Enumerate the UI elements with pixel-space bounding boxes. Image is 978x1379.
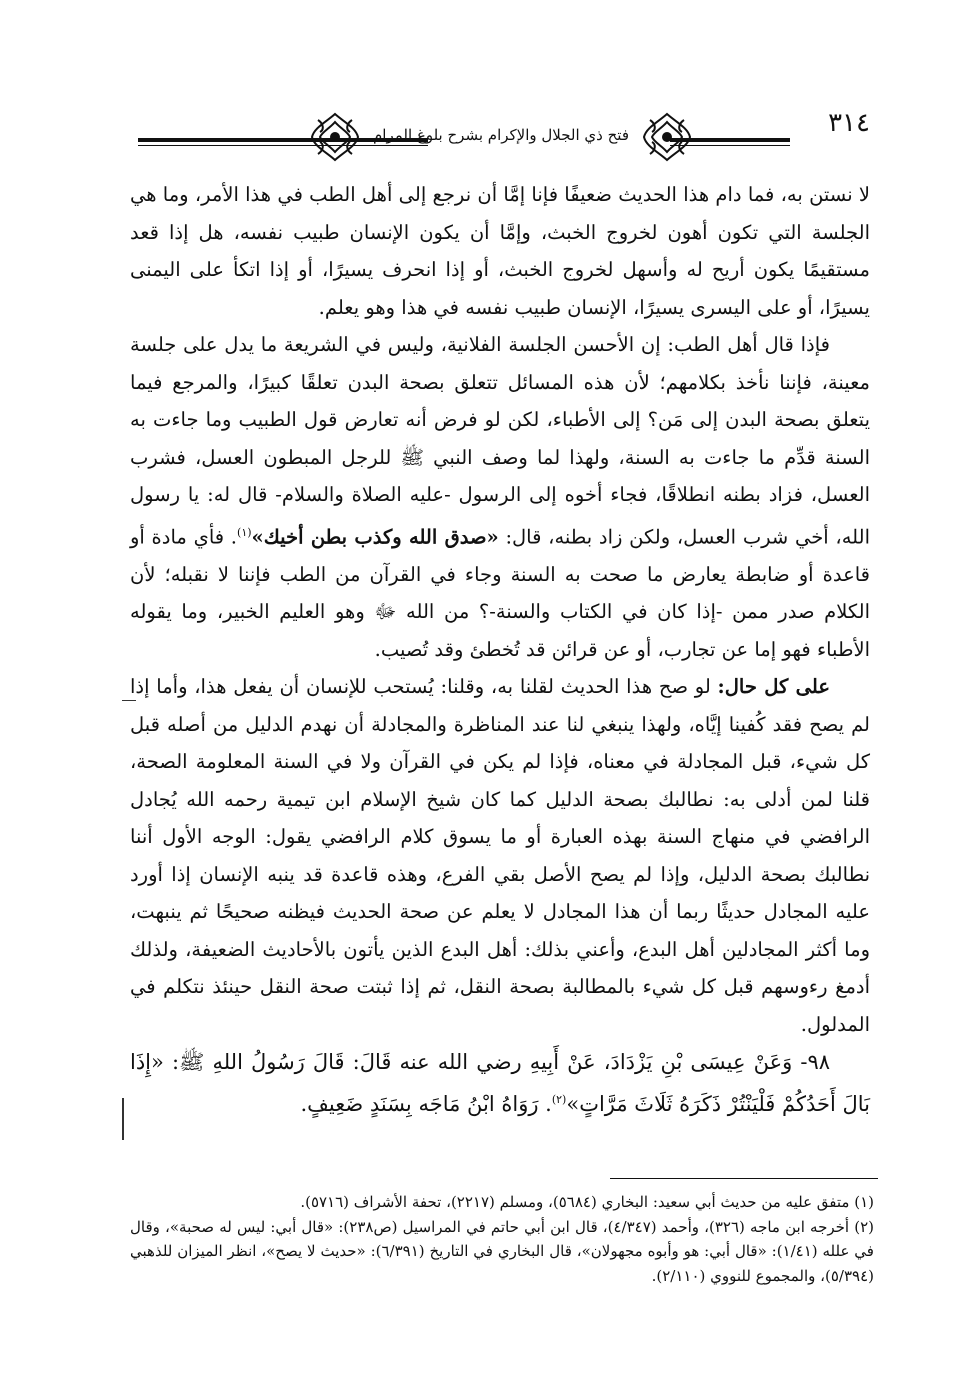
hadith-entry xyxy=(130,1043,870,1123)
margin-mark xyxy=(122,1098,124,1140)
hadith-source: . رَوَاهُ ابْنُ مَاجَه بِسَنَدٍ ضَعِيفٍ. xyxy=(300,1092,552,1116)
page-header xyxy=(120,108,880,168)
hadith-text: ٩٨- وَعَنْ عِيسَى بْنِ يَزْدَادَ، عَنْ أَبِيهِ رضي الله عنه قَالَ: قَالَ رَسُولُ اللهِ ﷺ: «إِذَا بَالَ أَحَدُكُمْ فَلْيَنْتُرْ ذَكَرَهُ ثَلَاثَ مَرَّاتٍ» xyxy=(130,1050,870,1116)
hadith-quote: «صدق الله وكذب بطن أخيك» xyxy=(251,525,499,548)
footnote-ref[interactable]: (١) xyxy=(237,525,252,539)
footnotes xyxy=(130,1190,874,1288)
ornament-icon xyxy=(640,110,694,164)
paragraph-text: لو صح هذا الحديث لقلنا به، وقلنا: يُستحب للإنسان أن يفعل هذا، وأما إذا لم يصح فقد كُفينا إيَّاه، ولهذا ينبغي لنا عند المناظرة والمجادلة أن نهدم الدليل من أصله قبل كل شيء، قبل المجادلة في معناه، فإذا لم يكن في القرآن ولا في السنة المعلومة الصحة، قلنا لمن أدلى به: نطالبك بصحة الدليل كما كان شيخ الإسلام ابن تيمية رحمه الله يُجادل الرافضي في منهاج السنة بهذه العبارة أو ما يسوق كلام الرافضي يقول: الوجه الأول أننا نطالبك بصحة الدليل، وإذا لم يصح الأصل بقي الفرع، وهذه قاعدة قد ينبه الإنسان إذا أورد عليه المجادل حديثًا ربما أن هذا المجادل لا يعلم عن صحة الحديث فيظنه صحيحًا ثم ينبهت، وما أكثر المجادلين أهل البدع، وأعني بذلك: أهل البدع الذين يأتون بالأحاديث الضعيفة، ولذلك أدمغ رءوسهم قبل كل شيء بالمطالبة بصحة النقل، ثم إذا ثبتت صحة النقل حينئذ نتكلم في المدلول. xyxy=(130,675,870,1036)
paragraph-text: . فأي مادة أو قاعدة أو ضابطة يعارض ما صحت به السنة وجاء في القرآن من الطب فإننا لا نقبله؛ لأن الكلام صدر ممن -إذا كان في الكتاب والسنة-؟ من الله ﷻ وهو العليم الخبير، وما يقوله الأطباء فهو إما عن تجارب، أو عن قرائن قد تُخطئ وقد تُصيب. xyxy=(130,525,870,661)
paragraph-text: فإذا قال أهل الطب: إن الأحسن الجلسة الفلانية، وليس في الشريعة ما يدل على جلسة معينة، فإننا نأخذ بكلامهم؛ لأن هذه المسائل تتعلق بصحة البدن تعلقًا كبيرًا، والمرجع فيما يتعلق بصحة البدن إلى مَن؟ إلى الأطباء، لكن لو فرض أنه تعارض قول الطبيب وما جاءت به السنة قدِّم ما جاءت به السنة، ولهذا لما وصف النبي ﷺ للرجل المبطون العسل، فشرب العسل، فزاد بطنه انطلاقًا، فجاء أخوه إلى الرسول -عليه الصلاة والسلام- قال له: يا رسول الله، أخي شرب العسل، ولكن زاد بطنه، قال: xyxy=(130,333,871,548)
header-rule-thin xyxy=(138,145,428,146)
footnote: (٢) أخرجه ابن ماجه (٣٢٦)، وأحمد (٤/٣٤٧)، قال ابن أبي حاتم في المراسيل (ص٢٣٨): «قال أبي: ليس له صحبة»، وقال في علله (١/٤١): «قال أبي: هو وأبوه مجهولان»، قال البخاري في التاريخ (٦/٣٩١): «حديث لا يصح»، انظر الميزان للذهبي (٥/٣٩٤)، والمجموع للنووي (٢/١١٠). xyxy=(130,1217,874,1285)
page-number: ٣١٤ xyxy=(828,108,870,138)
footnote-ref[interactable]: (٢) xyxy=(551,1093,567,1106)
ornament-icon xyxy=(308,110,362,164)
main-text xyxy=(130,176,870,1123)
paragraph: لا نستن به، فما دام هذا الحديث ضعيفًا فإنا إمَّا أن نرجع إلى أهل الطب في هذا الأمر، وما هي الجلسة التي تكون أهون لخروج الخبث، وإمَّا أن يكون الإنسان طبيب نفسه، هل إذا قعد مستقيمًا يكون أريح له وأسهل لخروج الخبث، أو إذا انحرف يسيرًا، أو إذا اتكأ على اليمنى يسيرًا، أو على اليسرى يسيرًا، الإنسان طبيب نفسه في هذا وهو يعلم. xyxy=(130,183,870,319)
paragraph xyxy=(130,326,870,668)
footnote: (١) متفق عليه من حديث أبي سعيد: البخاري (٥٦٨٤)، ومسلم (٢٢١٧)، تحفة الأشراف (٥٧١٦). xyxy=(300,1193,874,1211)
margin-dash xyxy=(122,700,136,701)
book-title: فتح ذي الجلال والإكرام بشرح بلوغ المرام xyxy=(372,126,629,144)
paragraph xyxy=(130,668,870,1043)
footnote-divider xyxy=(610,1178,878,1179)
bold-lead: على كل حال: xyxy=(717,675,830,698)
